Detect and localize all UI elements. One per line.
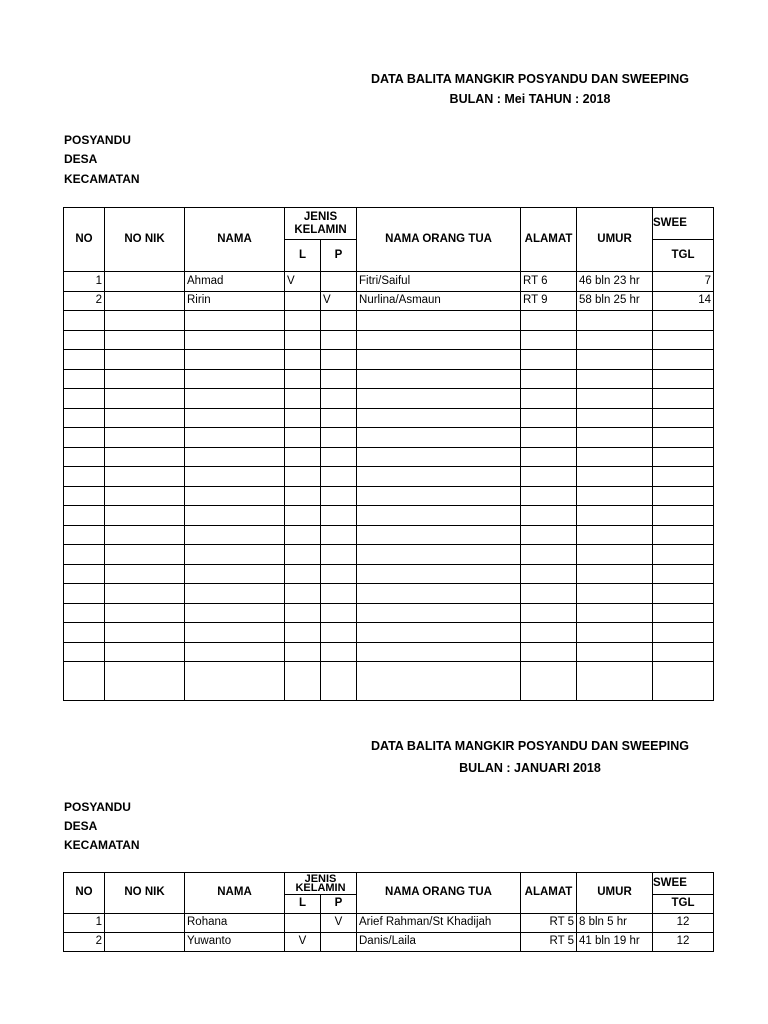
empty-cell: [64, 642, 105, 662]
section1-kecamatan-label: KECAMATAN: [64, 172, 140, 186]
empty-cell: [321, 408, 357, 428]
empty-cell: [357, 584, 521, 604]
empty-cell: [653, 603, 714, 623]
section1-table-wrapper: [63, 207, 712, 700]
empty-cell: [185, 408, 285, 428]
empty-cell: [64, 350, 105, 370]
cell-p: [321, 272, 357, 292]
empty-cell: [285, 389, 321, 409]
empty-cell: [653, 545, 714, 565]
table-row: [64, 933, 714, 952]
empty-cell: [357, 642, 521, 662]
empty-cell: [521, 584, 577, 604]
empty-cell: [653, 623, 714, 643]
empty-cell: [521, 662, 577, 701]
empty-cell: [521, 369, 577, 389]
empty-cell: [185, 506, 285, 526]
empty-cell: [64, 408, 105, 428]
empty-cell: [185, 662, 285, 701]
cell-l: V: [285, 272, 321, 292]
header-no-nik: NO NIK: [105, 208, 185, 272]
empty-cell: [577, 330, 653, 350]
empty-cell: [105, 428, 185, 448]
cell-alamat: RT 5: [521, 914, 577, 933]
empty-cell: [64, 467, 105, 487]
empty-cell: [357, 330, 521, 350]
empty-cell: [64, 389, 105, 409]
section2-kecamatan-label: KECAMATAN: [64, 838, 140, 852]
cell-l: V: [285, 933, 321, 952]
empty-cell: [653, 369, 714, 389]
empty-cell: [285, 428, 321, 448]
empty-cell: [185, 603, 285, 623]
empty-cell: [521, 623, 577, 643]
empty-cell: [653, 447, 714, 467]
empty-cell: [521, 447, 577, 467]
header-nama: NAMA: [185, 208, 285, 272]
table-row-empty: [64, 311, 714, 331]
header-umur: UMUR: [577, 208, 653, 272]
empty-cell: [653, 506, 714, 526]
cell-umur: 8 bln 5 hr: [577, 914, 653, 933]
header-umur: UMUR: [577, 873, 653, 914]
header-alamat: ALAMAT: [521, 208, 577, 272]
section1-subtitle: BULAN : Mei TAHUN : 2018: [449, 92, 611, 106]
cell-no: 1: [64, 914, 105, 933]
empty-cell: [357, 311, 521, 331]
table-row-empty: [64, 564, 714, 584]
empty-cell: [185, 486, 285, 506]
empty-cell: [321, 623, 357, 643]
empty-cell: [521, 330, 577, 350]
empty-cell: [357, 467, 521, 487]
empty-cell: [185, 369, 285, 389]
empty-cell: [521, 311, 577, 331]
header-sweeping: SWEE: [653, 873, 714, 895]
cell-umur: 46 bln 23 hr: [577, 272, 653, 292]
empty-cell: [577, 447, 653, 467]
empty-cell: [357, 408, 521, 428]
empty-cell: [185, 623, 285, 643]
cell-nama: Rohana: [185, 914, 285, 933]
empty-cell: [321, 525, 357, 545]
header-nama-orang-tua: NAMA ORANG TUA: [357, 208, 521, 272]
empty-cell: [653, 486, 714, 506]
empty-cell: [653, 428, 714, 448]
empty-cell: [577, 603, 653, 623]
cell-nik: [105, 291, 185, 311]
empty-cell: [64, 369, 105, 389]
table-row-empty: [64, 350, 714, 370]
empty-cell: [577, 506, 653, 526]
empty-cell: [285, 311, 321, 331]
section2-table: [63, 872, 714, 952]
empty-cell: [521, 642, 577, 662]
empty-cell: [185, 330, 285, 350]
section2-desa-label: DESA: [64, 819, 98, 833]
cell-nama: Yuwanto: [185, 933, 285, 952]
empty-cell: [285, 350, 321, 370]
empty-cell: [321, 545, 357, 565]
table-row-empty: [64, 447, 714, 467]
empty-cell: [285, 467, 321, 487]
table-row-empty: [64, 623, 714, 643]
empty-cell: [105, 389, 185, 409]
empty-cell: [577, 428, 653, 448]
empty-cell: [357, 564, 521, 584]
empty-cell: [285, 408, 321, 428]
empty-cell: [357, 486, 521, 506]
empty-cell: [185, 467, 285, 487]
empty-cell: [357, 389, 521, 409]
empty-cell: [653, 525, 714, 545]
table-row-empty: [64, 428, 714, 448]
table-row-empty: [64, 369, 714, 389]
empty-cell: [577, 486, 653, 506]
empty-cell: [105, 662, 185, 701]
empty-cell: [521, 389, 577, 409]
empty-cell: [321, 447, 357, 467]
empty-cell: [64, 545, 105, 565]
empty-cell: [357, 428, 521, 448]
cell-no: 2: [64, 933, 105, 952]
empty-cell: [105, 350, 185, 370]
empty-cell: [577, 350, 653, 370]
empty-cell: [105, 545, 185, 565]
empty-cell: [64, 603, 105, 623]
empty-cell: [64, 428, 105, 448]
section1-title: DATA BALITA MANGKIR POSYANDU DAN SWEEPING: [370, 72, 690, 86]
empty-cell: [105, 564, 185, 584]
empty-cell: [64, 564, 105, 584]
header-l: L: [285, 240, 321, 272]
empty-cell: [64, 525, 105, 545]
cell-nik: [105, 914, 185, 933]
empty-cell: [105, 369, 185, 389]
empty-cell: [357, 350, 521, 370]
empty-cell: [105, 486, 185, 506]
cell-p: V: [321, 914, 357, 933]
empty-cell: [185, 428, 285, 448]
empty-cell: [577, 642, 653, 662]
cell-nama-orang-tua: Nurlina/Asmaun: [357, 291, 521, 311]
empty-cell: [321, 350, 357, 370]
empty-cell: [653, 467, 714, 487]
empty-cell: [521, 350, 577, 370]
table-row-empty: [64, 330, 714, 350]
empty-cell: [357, 525, 521, 545]
empty-cell: [185, 350, 285, 370]
empty-cell: [321, 642, 357, 662]
empty-cell: [321, 486, 357, 506]
cell-alamat: RT 5: [521, 933, 577, 952]
cell-umur: 58 bln 25 hr: [577, 291, 653, 311]
empty-cell: [321, 564, 357, 584]
cell-l: [285, 291, 321, 311]
header-no: NO: [64, 873, 105, 914]
empty-cell: [64, 506, 105, 526]
empty-cell: [521, 506, 577, 526]
header-l: L: [285, 895, 321, 914]
cell-nik: [105, 933, 185, 952]
empty-cell: [185, 389, 285, 409]
empty-cell: [64, 486, 105, 506]
cell-p: V: [321, 291, 357, 311]
empty-cell: [185, 584, 285, 604]
empty-cell: [577, 525, 653, 545]
empty-cell: [653, 311, 714, 331]
empty-cell: [105, 311, 185, 331]
empty-cell: [105, 525, 185, 545]
empty-cell: [321, 584, 357, 604]
cell-no: 2: [64, 291, 105, 311]
empty-cell: [321, 369, 357, 389]
header-p: P: [321, 895, 357, 914]
section1-table: [63, 207, 714, 701]
cell-tgl: 12: [653, 933, 714, 952]
cell-no: 1: [64, 272, 105, 292]
empty-cell: [105, 467, 185, 487]
cell-l: [285, 914, 321, 933]
empty-cell: [577, 564, 653, 584]
empty-cell: [521, 545, 577, 565]
empty-cell: [64, 623, 105, 643]
table-row-empty: [64, 486, 714, 506]
empty-cell: [577, 584, 653, 604]
section2-table-wrapper: [63, 872, 697, 954]
header-nama: NAMA: [185, 873, 285, 914]
empty-cell: [285, 642, 321, 662]
empty-cell: [321, 603, 357, 623]
table-row: [64, 291, 714, 311]
empty-cell: [357, 447, 521, 467]
empty-cell: [521, 428, 577, 448]
header-tgl: TGL: [653, 895, 714, 914]
empty-cell: [64, 311, 105, 331]
empty-cell: [285, 603, 321, 623]
empty-cell: [577, 389, 653, 409]
empty-cell: [285, 584, 321, 604]
empty-cell: [64, 330, 105, 350]
header-jenis-kelamin: JENIS KELAMIN: [285, 873, 357, 895]
empty-cell: [357, 623, 521, 643]
empty-cell: [321, 428, 357, 448]
empty-cell: [105, 623, 185, 643]
table-row-empty: [64, 408, 714, 428]
empty-cell: [357, 603, 521, 623]
header-no-nik: NO NIK: [105, 873, 185, 914]
empty-cell: [653, 350, 714, 370]
empty-cell: [321, 662, 357, 701]
empty-cell: [285, 369, 321, 389]
cell-nama-orang-tua: Fitri/Saiful: [357, 272, 521, 292]
empty-cell: [285, 447, 321, 467]
empty-cell: [321, 330, 357, 350]
empty-cell: [285, 623, 321, 643]
empty-cell: [105, 330, 185, 350]
empty-cell: [653, 408, 714, 428]
empty-cell: [105, 603, 185, 623]
section2-subtitle: BULAN : JANUARI 2018: [459, 761, 601, 775]
cell-tgl: 14: [653, 291, 714, 311]
empty-cell: [185, 311, 285, 331]
cell-nama-orang-tua: Danis/Laila: [357, 933, 521, 952]
empty-cell: [321, 389, 357, 409]
table-row-empty: [64, 389, 714, 409]
header-jenis-kelamin: JENIS KELAMIN: [285, 208, 357, 240]
empty-cell: [285, 545, 321, 565]
empty-cell: [285, 525, 321, 545]
section1-desa-label: DESA: [64, 152, 98, 166]
empty-cell: [357, 506, 521, 526]
cell-p: [321, 933, 357, 952]
empty-cell: [64, 447, 105, 467]
empty-cell: [285, 330, 321, 350]
empty-cell: [357, 545, 521, 565]
empty-cell: [653, 642, 714, 662]
cell-nik: [105, 272, 185, 292]
cell-alamat: RT 6: [521, 272, 577, 292]
table-row-empty: [64, 662, 714, 701]
header-sweeping: SWEE: [653, 208, 714, 240]
table-row-empty: [64, 545, 714, 565]
empty-cell: [105, 506, 185, 526]
empty-cell: [105, 408, 185, 428]
empty-cell: [185, 447, 285, 467]
cell-tgl: 12: [653, 914, 714, 933]
header-no: NO: [64, 208, 105, 272]
empty-cell: [577, 545, 653, 565]
empty-cell: [285, 662, 321, 701]
table-row-empty: [64, 467, 714, 487]
empty-cell: [521, 564, 577, 584]
empty-cell: [577, 369, 653, 389]
empty-cell: [521, 603, 577, 623]
empty-cell: [577, 467, 653, 487]
table-row: [64, 914, 714, 933]
empty-cell: [185, 545, 285, 565]
cell-alamat: RT 9: [521, 291, 577, 311]
header-alamat: ALAMAT: [521, 873, 577, 914]
empty-cell: [521, 486, 577, 506]
empty-cell: [321, 506, 357, 526]
cell-nama: Ahmad: [185, 272, 285, 292]
empty-cell: [653, 389, 714, 409]
table-row: [64, 272, 714, 292]
empty-cell: [105, 584, 185, 604]
header-nama-orang-tua: NAMA ORANG TUA: [357, 873, 521, 914]
section2-posyandu-label: POSYANDU: [64, 800, 131, 814]
empty-cell: [64, 584, 105, 604]
section1-posyandu-label: POSYANDU: [64, 133, 131, 147]
empty-cell: [285, 506, 321, 526]
header-p: P: [321, 240, 357, 272]
empty-cell: [357, 369, 521, 389]
empty-cell: [105, 447, 185, 467]
empty-cell: [521, 408, 577, 428]
empty-cell: [521, 525, 577, 545]
empty-cell: [185, 525, 285, 545]
cell-nama-orang-tua: Arief Rahman/St Khadijah: [357, 914, 521, 933]
empty-cell: [321, 311, 357, 331]
table-row-empty: [64, 603, 714, 623]
empty-cell: [653, 662, 714, 701]
table-row-empty: [64, 506, 714, 526]
empty-cell: [653, 564, 714, 584]
empty-cell: [653, 584, 714, 604]
empty-cell: [521, 467, 577, 487]
table-row-empty: [64, 584, 714, 604]
cell-umur: 41 bln 19 hr: [577, 933, 653, 952]
empty-cell: [321, 467, 357, 487]
cell-nama: Ririn: [185, 291, 285, 311]
empty-cell: [105, 642, 185, 662]
table-row-empty: [64, 642, 714, 662]
empty-cell: [577, 662, 653, 701]
empty-cell: [185, 642, 285, 662]
empty-cell: [285, 486, 321, 506]
empty-cell: [185, 564, 285, 584]
empty-cell: [653, 330, 714, 350]
empty-cell: [285, 564, 321, 584]
header-tgl: TGL: [653, 240, 714, 272]
table-row-empty: [64, 525, 714, 545]
section2-title: DATA BALITA MANGKIR POSYANDU DAN SWEEPING: [370, 739, 690, 753]
empty-cell: [577, 623, 653, 643]
empty-cell: [357, 662, 521, 701]
empty-cell: [577, 408, 653, 428]
cell-tgl: 7: [653, 272, 714, 292]
empty-cell: [577, 311, 653, 331]
empty-cell: [64, 662, 105, 701]
